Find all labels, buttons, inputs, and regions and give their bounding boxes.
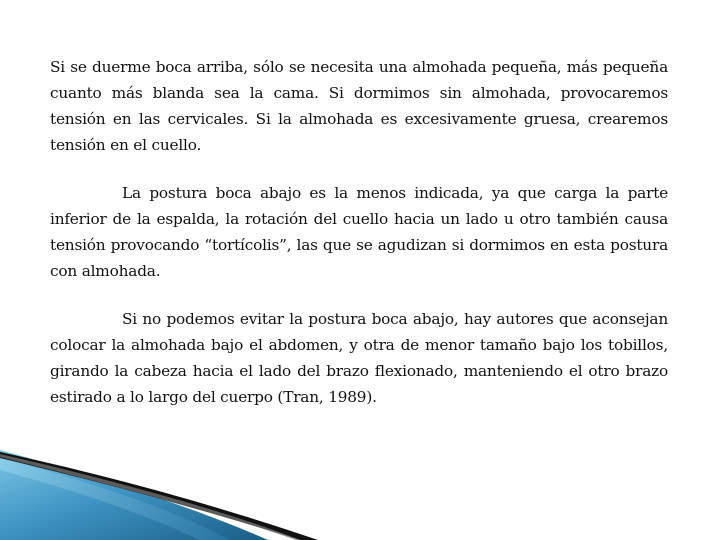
paragraph-prone-posture: La postura boca abajo es la menos indicada, ya que carga la parte inferior de la espalda, la rotación del cuello hacia un lado u otro también causa tensión provocando “tortícolis”, las que se agudizan si dormimos en esta postura con almohada.: [50, 184, 668, 280]
body-text: [50, 54, 668, 410]
decorative-corner-swoosh: [0, 450, 720, 540]
paragraph-prone-recommendation: Si no podemos evitar la postura boca abajo, hay autores que aconsejan colocar la almohada bajo el abdomen, y otra de menor tamaño bajo los tobillos, girando la cabeza hacia el lado del brazo flexionado, manteniendo el otro brazo estirado a lo largo del cuerpo (Tran, 1989).: [50, 310, 668, 406]
paragraph-supine-posture: Si se duerme boca arriba, sólo se necesita una almohada pequeña, más pequeña cuanto más blanda sea la cama. Si dormimos sin almohada, provocaremos tensión en las cervicales. Si la almohada es excesivamente gruesa, crearemos tensión en el cuello.: [50, 58, 668, 154]
